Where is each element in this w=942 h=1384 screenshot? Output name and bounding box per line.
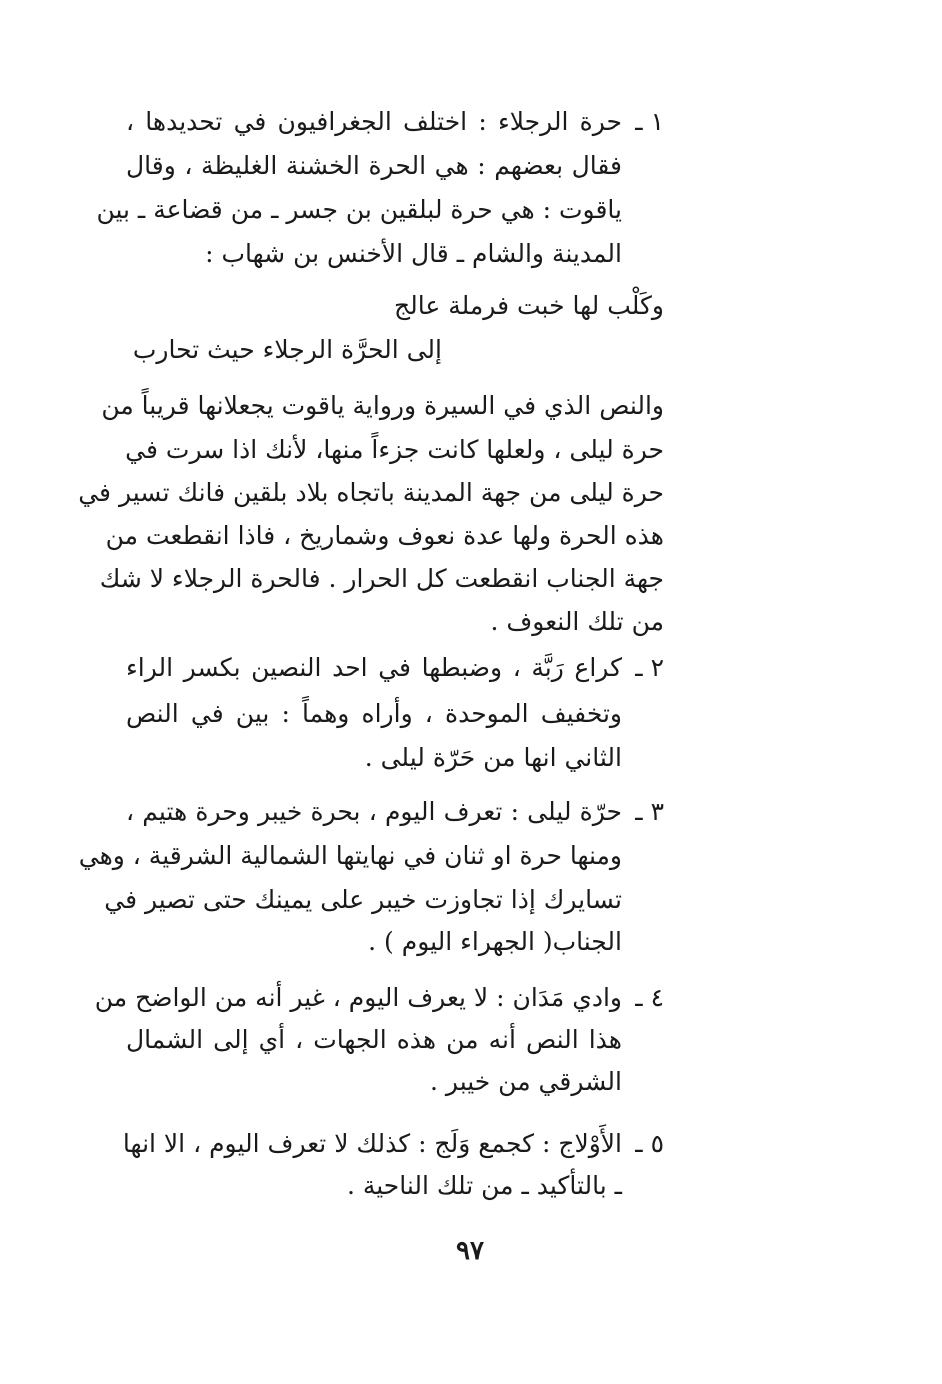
note-line: الجناب( الجهراء اليوم ) . [368, 927, 622, 956]
note-number: ٥ ـ [635, 1129, 664, 1158]
note-line: وادي مَدَان : لا يعرف اليوم ، غير أنه من الواضح من [94, 983, 622, 1012]
note-line: وتخفيف الموحدة ، وأراه وهماً : بين في النص [126, 699, 622, 728]
paragraph-line: من تلك النعوف . [490, 607, 664, 636]
paragraph-line: جهة الجناب انقطعت كل الحرار . فالحرة الرجلاء لا شك [99, 564, 664, 593]
paragraph-line: والنص الذي في السيرة ورواية ياقوت يجعلانها قريباً من [101, 391, 664, 420]
note-line: هذا النص أنه من هذه الجهات ، أي إلى الشمال [126, 1025, 622, 1054]
note-line: حرّة ليلى : تعرف اليوم ، بحرة خيبر وحرة هتيم ، [126, 797, 622, 826]
paragraph-line: حرة ليلى ، ولعلها كانت جزءاً منها، لأنك اذا سرت في [125, 435, 664, 464]
note-line: كراع رَبَّة ، وضبطها في احد النصين بكسر الراء [126, 653, 622, 682]
note-line: الثاني انها من حَرّة ليلى . [364, 743, 622, 772]
note-line: ومنها حرة او ثنان في نهايتها الشمالية الشرقية ، وهي [78, 841, 622, 870]
verse-line-2: إلى الحرَّة الرجلاء حيث تحارب [132, 335, 442, 364]
page-number: ٩٧ [456, 1236, 484, 1266]
note-line: حرة الرجلاء : اختلف الجغرافيون في تحديدها ، [126, 107, 622, 136]
paragraph-line: هذه الحرة ولها عدة نعوف وشماريخ ، فاذا انقطعت من [105, 521, 664, 550]
note-number: ٤ ـ [635, 983, 664, 1012]
paragraph-line: حرة ليلى من جهة المدينة باتجاه بلاد بلقين فانك تسير في [78, 478, 664, 507]
note-number: ٣ ـ [635, 797, 664, 826]
note-line: فقال بعضهم : هي الحرة الخشنة الغليظة ، وقال [126, 151, 622, 180]
note-line: الشرقي من خيبر . [430, 1067, 622, 1096]
note-line: ياقوت : هي حرة لبلقين بن جسر ـ من قضاعة ـ بين [96, 195, 622, 224]
note-line: تسايرك إذا تجاوزت خيبر على يمينك حتى تصير في [104, 885, 622, 914]
note-line: ـ بالتأكيد ـ من تلك الناحية . [346, 1171, 622, 1200]
note-line: المدينة والشام ـ قال الأخنس بن شهاب : [205, 239, 622, 268]
note-number: ٢ ـ [635, 653, 664, 682]
note-line: الأَوْلاج : كجمع وَلَج : كذلك لا تعرف اليوم ، الا انها [122, 1129, 622, 1158]
note-number: ١ ـ [635, 107, 664, 136]
verse-line-1: وكَلْب لها خبت فرملة عالج [394, 291, 664, 320]
